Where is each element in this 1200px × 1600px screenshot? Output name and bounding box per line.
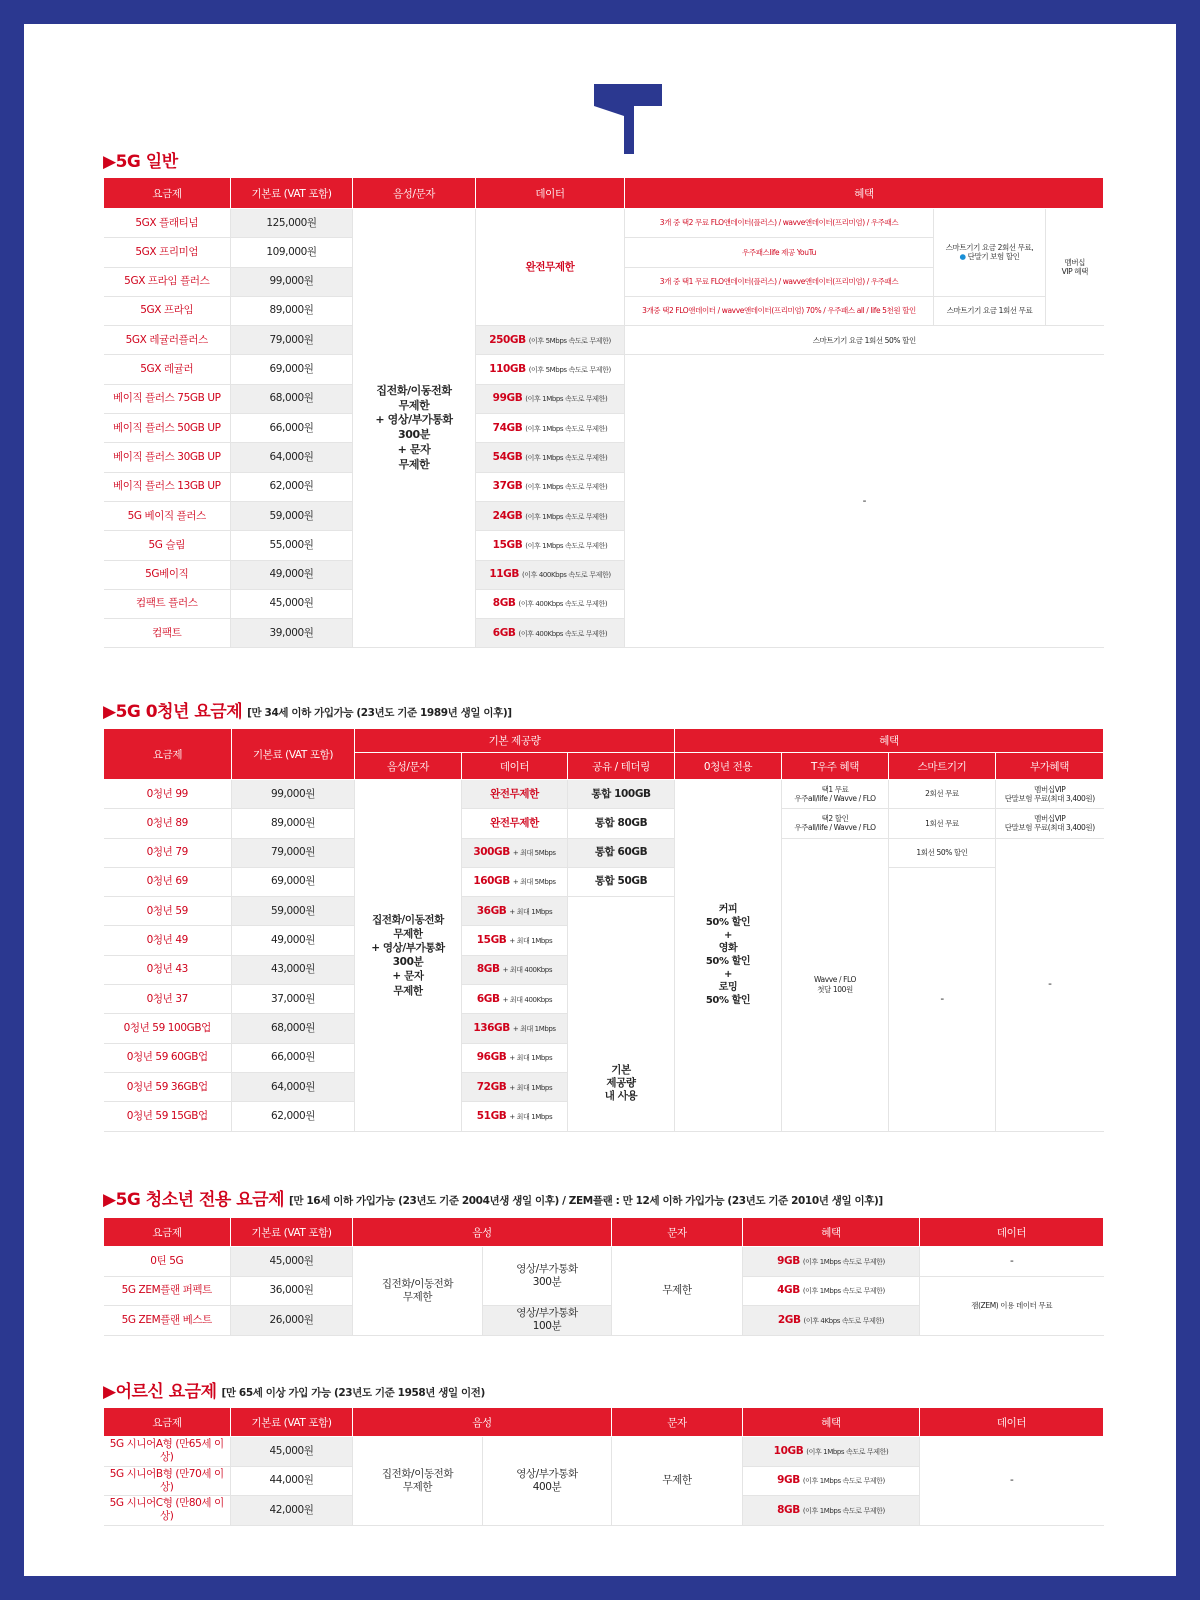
section-title: ▶5G 0청년 요금제 [만 34세 이하 가입가능 (23년도 기준 1989년 생일 이후)] bbox=[103, 702, 512, 722]
table-row bbox=[104, 1247, 1104, 1277]
plan-name: 5G 슬림 bbox=[104, 531, 231, 560]
data-amount: 36GB + 최대 1Mbps bbox=[462, 897, 568, 926]
plan-name: 0청년 99 bbox=[104, 780, 232, 809]
plan-name: 5G 시니어B형 (만70세 이상) bbox=[104, 1466, 231, 1496]
plan-price: 49,000원 bbox=[232, 926, 355, 955]
voice: 집전화/이동전화 무제한 bbox=[353, 1247, 483, 1336]
plan-name: 베이직 플러스 13GB UP bbox=[104, 472, 231, 501]
video-call: 영상/부가통화 400분 bbox=[483, 1437, 612, 1526]
plan-name: 5GX 프라임 bbox=[104, 296, 231, 325]
t-universe-benefit: Wavve / FLO 첫달 100원 bbox=[782, 838, 889, 1131]
plan-name: 베이직 플러스 50GB UP bbox=[104, 414, 231, 443]
plan-price: 55,000원 bbox=[231, 531, 353, 560]
plan-name: 0청년 89 bbox=[104, 809, 232, 838]
table-row bbox=[104, 809, 1104, 838]
plan-price: 89,000원 bbox=[232, 809, 355, 838]
extra-benefit: - bbox=[996, 838, 1104, 1131]
table-row bbox=[104, 780, 1104, 809]
benefit: 우주패스life 제공 YouTu bbox=[625, 238, 934, 267]
section-5g-youth bbox=[103, 700, 1103, 1132]
plan-name: 0틴 5G bbox=[104, 1247, 231, 1277]
benefit-none: - bbox=[625, 355, 1104, 648]
data-amount: 110GB (이후 5Mbps 속도로 무제한) bbox=[476, 355, 625, 384]
plan-name: 5G ZEM플랜 퍼펙트 bbox=[104, 1276, 231, 1306]
plan-price: 45,000원 bbox=[231, 1437, 353, 1467]
data-amount: 15GB + 최대 1Mbps bbox=[462, 926, 568, 955]
plan-name: 0청년 49 bbox=[104, 926, 232, 955]
plan-name: 5G 시니어C형 (만80세 이상) bbox=[104, 1496, 231, 1526]
plan-table: 요금제 기본료 (VAT 포함) 음성 문자 혜택 데이터 0틴 5G 45,000원 집전화/이동전화 무제한 영상/부가통화 300분 무제한 9GB (이후 1Mbps 속도로 무제한) - 5G ZEM플랜 퍼펙트 36,000원 4GB (이후 1Mbps 속도로 무제한) 잼(ZEM) 이용 데이터 무료 5G ZEM플랜 베스트 26,000원 영상/부가통화 100분 2GB (이후 4Kbps 속도로 무제한) bbox=[103, 1217, 1104, 1336]
voice-sms: 집전화/이동전화 무제한 + 영상/부가통화 300분 + 문자 무제한 bbox=[355, 780, 462, 1132]
plan-price: 26,000원 bbox=[231, 1306, 353, 1336]
section-title: ▶어르신 요금제 [만 65세 이상 가입 가능 (23년도 기준 1958년 생일 이전) bbox=[103, 1382, 485, 1402]
plan-price: 62,000원 bbox=[231, 472, 353, 501]
section-5g-general bbox=[103, 150, 1103, 648]
data-amount: 6GB + 최대 400Kbps bbox=[462, 985, 568, 1014]
benefit: 3개중 택2 FLO앤데이터 / wavve앤데이터(프리미엄) 70% / 우주패스 all / life 5천원 할인 bbox=[625, 296, 934, 325]
data-amount: 160GB + 최대 5Mbps bbox=[462, 867, 568, 896]
data-amount: 300GB + 최대 5Mbps bbox=[462, 838, 568, 867]
plan-name: 5GX 레귤러플러스 bbox=[104, 326, 231, 355]
plan-name: 컴팩트 플러스 bbox=[104, 589, 231, 618]
plan-price: 45,000원 bbox=[231, 589, 353, 618]
plan-name: 0청년 59 15GB업 bbox=[104, 1102, 232, 1131]
plan-name: 베이직 플러스 75GB UP bbox=[104, 384, 231, 413]
membership-benefit: 멤버십 VIP 혜택 bbox=[1046, 209, 1104, 326]
plan-table: 요금제 기본료 (VAT 포함) 음성 문자 혜택 데이터 5G 시니어A형 (만65세 이상) 45,000원 집전화/이동전화 무제한 영상/부가통화 400분 무제한 10GB (이후 1Mbps 속도로 무제한) - 5G 시니어B형 (만70세 이상) 44,000원 9GB (이후 1Mbps 속도로 무제한) 5G 시니어C형 (만80세 이상) 42,000원 8GB (이후 1Mbps 속도로 무제한) bbox=[103, 1407, 1104, 1526]
section-5g-teen bbox=[103, 1188, 1103, 1336]
plan-price: 89,000원 bbox=[231, 296, 353, 325]
plan-table: 요금제 기본료 (VAT 포함) 기본 제공량 혜택 음성/문자 데이터 공유 / 테더링 0청년 전용 T우주 혜택 스마트기기 부가혜택 0청년 99 99,000원 집전화/이동전화 무제한 + 영상/부가통화 300분 + 문자 무제한 완전무제한 통합 100GB 커피 50% 할인 + 영화 50% 할인 + 로밍 50% 할인 택1 무료 우주all/life / Wavve / FLO 2회선 무료 멤버십VIP 단말보험 무료(최대 3,400원) 0청년 89 89,000원 완전무제한 통합 80GB 택2 할인 우주all/life / Wavve / FLO 1회선 무료 멤버십VIP 단말보험 무료(최대 3,400원) 0청년 79 79,000원 300GB + 최대 5Mbps 통합 60GB Wavve / FLO 첫달 100원 1회선 50% 할인 - 0청년 69 69,000원 160GB + 최대 5Mbps 통합 50GB - 0청년 59 59,000원 36GB + 최대 1Mbps 기본 제공량 내 사용 0청년 49 49,000원 15GB + 최대 1Mbps 0청년 43 43,000원 8GB + 최대 400Kbps 0청년 37 37,000원 6GB + 최대 400Kbps 0청년 59 100GB업 68,000원 136GB + 최대 1Mbps 0청년 59 60GB업 66,000원 96GB + 최대 1Mbps 0청년 59 36GB업 64,000원 72GB + 최대 1Mbps 0청년 59 15GB업 62,000원 51GB + 최대 1Mbps bbox=[103, 728, 1104, 1132]
section-title: ▶5G 청소년 전용 요금제 [만 16세 이하 가입가능 (23년도 기준 2004년생 생일 이후) / ZEM플랜 : 만 12세 이하 가입가능 (23년도 기준 2010년 생일 이후)] bbox=[103, 1190, 883, 1210]
data-amount: 99GB (이후 1Mbps 속도로 무제한) bbox=[476, 384, 625, 413]
data-amount: 96GB + 최대 1Mbps bbox=[462, 1043, 568, 1072]
video-call: 영상/부가통화 300분 bbox=[483, 1247, 612, 1306]
table-row bbox=[104, 209, 1104, 238]
section-senior bbox=[103, 1380, 1103, 1526]
data-amount: 완전무제한 bbox=[462, 809, 568, 838]
smart-device-benefit: 2회선 무료 bbox=[889, 780, 996, 809]
data-unlimited: 완전무제한 bbox=[476, 209, 625, 326]
data-amount: 2GB (이후 4Kbps 속도로 무제한) bbox=[743, 1306, 920, 1336]
data-amount: 10GB (이후 1Mbps 속도로 무제한) bbox=[743, 1437, 920, 1467]
plan-price: 99,000원 bbox=[231, 267, 353, 296]
plan-price: 99,000원 bbox=[232, 780, 355, 809]
video-call: 영상/부가통화 100분 bbox=[483, 1306, 612, 1336]
plan-name: 0청년 79 bbox=[104, 838, 232, 867]
plan-name: 0청년 59 bbox=[104, 897, 232, 926]
plan-name: 0청년 59 100GB업 bbox=[104, 1014, 232, 1043]
data-amount: 24GB (이후 1Mbps 속도로 무제한) bbox=[476, 501, 625, 530]
data-amount: 11GB (이후 400Kbps 속도로 무제한) bbox=[476, 560, 625, 589]
plan-price: 69,000원 bbox=[232, 867, 355, 896]
smart-device-benefit: - bbox=[889, 867, 996, 1131]
data-amount: 8GB (이후 1Mbps 속도로 무제한) bbox=[743, 1496, 920, 1526]
plan-name: 5GX 플래티넘 bbox=[104, 209, 231, 238]
plan-table: 요금제 기본료 (VAT 포함) 음성/문자 데이터 혜택 5GX 플래티넘 125,000원 집전화/이동전화 무제한 + 영상/부가통화 300분 + 문자 무제한 완전무제한 3개 중 택2 무료 FLO앤데이터(플러스) / wavve앤데이터(프리미엄) / 우주패스 스마트기기 요금 2회선 무료, ● 단말기 보험 할인 멤버십 VIP 혜택 5GX 프리미엄 109,000원 우주패스life 제공 YouTu 5GX 프라임 플러스 99,000원 3개 중 택1 무료 FLO앤데이터(플러스) / wavve앤데이터(프리미엄) / 우주패스 5GX 프라임 89,000원 3개중 택2 FLO앤데이터 / wavve앤데이터(프리미엄) 70% / 우주패스 all / life 5천원 할인 스마트기기 요금 1회선 무료 5GX 레귤러플러스 79,000원 250GB (이후 5Mbps 속도로 무제한) 스마트기기 요금 1회선 50% 할인 5GX 레귤러 69,000원 110GB (이후 5Mbps 속도로 무제한) - 베이직 플러스 75GB UP 68,000원 99GB (이후 1Mbps 속도로 무제한) 베이직 플러스 50GB UP 66,000원 74GB (이후 1Mbps 속도로 무제한) 베이직 플러스 30GB UP 64,000원 54GB (이후 1Mbps 속도로 무제한) 베이직 플러스 13GB UP 62,000원 37GB (이후 1Mbps 속도로 무제한) 5G 베이직 플러스 59,000원 24GB (이후 1Mbps 속도로 무제한) 5G 슬림 55,000원 15GB (이후 1Mbps 속도로 무제한) 5G베이직 49,000원 11GB (이후 400Kbps 속도로 무제한) 컴팩트 플러스 45,000원 8GB (이후 400Kbps 속도로 무제한) 컴팩트 39,000원 6GB (이후 400Kbps 속도로 무제한) bbox=[103, 177, 1104, 648]
data-amount: 51GB + 최대 1Mbps bbox=[462, 1102, 568, 1131]
plan-price: 79,000원 bbox=[232, 838, 355, 867]
plan-price: 64,000원 bbox=[232, 1072, 355, 1101]
voice-sms: 집전화/이동전화 무제한 + 영상/부가통화 300분 + 문자 무제한 bbox=[353, 209, 476, 648]
share-tethering: 기본 제공량 내 사용 bbox=[568, 897, 675, 1131]
plan-price: 43,000원 bbox=[232, 955, 355, 984]
plan-price: 49,000원 bbox=[231, 560, 353, 589]
data-benefit: - bbox=[920, 1437, 1104, 1526]
plan-name: 5G 시니어A형 (만65세 이상) bbox=[104, 1437, 231, 1467]
plan-name: 5GX 프라임 플러스 bbox=[104, 267, 231, 296]
data-amount: 15GB (이후 1Mbps 속도로 무제한) bbox=[476, 531, 625, 560]
plan-price: 59,000원 bbox=[232, 897, 355, 926]
plan-name: 0청년 59 60GB업 bbox=[104, 1043, 232, 1072]
table-row bbox=[104, 326, 1104, 355]
data-amount: 8GB (이후 400Kbps 속도로 무제한) bbox=[476, 589, 625, 618]
data-amount: 72GB + 최대 1Mbps bbox=[462, 1072, 568, 1101]
plan-price: 59,000원 bbox=[231, 501, 353, 530]
data-amount: 250GB (이후 5Mbps 속도로 무제한) bbox=[476, 326, 625, 355]
data-amount: 완전무제한 bbox=[462, 780, 568, 809]
plan-price: 125,000원 bbox=[231, 209, 353, 238]
sms: 무제한 bbox=[612, 1437, 743, 1526]
t-universe-benefit: 택2 할인 우주all/life / Wavve / FLO bbox=[782, 809, 889, 838]
share-tethering: 통합 50GB bbox=[568, 867, 675, 896]
table-row bbox=[104, 838, 1104, 867]
sms: 무제한 bbox=[612, 1247, 743, 1336]
benefit: 3개 중 택2 무료 FLO앤데이터(플러스) / wavve앤데이터(프리미엄) / 우주패스 bbox=[625, 209, 934, 238]
data-amount: 4GB (이후 1Mbps 속도로 무제한) bbox=[743, 1276, 920, 1306]
share-tethering: 통합 60GB bbox=[568, 838, 675, 867]
data-amount: 6GB (이후 400Kbps 속도로 무제한) bbox=[476, 619, 625, 648]
youth-benefit: 커피 50% 할인 + 영화 50% 할인 + 로밍 50% 할인 bbox=[675, 780, 782, 1132]
data-amount: 8GB + 최대 400Kbps bbox=[462, 955, 568, 984]
plan-price: 45,000원 bbox=[231, 1247, 353, 1277]
benefit: 3개 중 택1 무료 FLO앤데이터(플러스) / wavve앤데이터(프리미엄) / 우주패스 bbox=[625, 267, 934, 296]
share-tethering: 통합 80GB bbox=[568, 809, 675, 838]
plan-name: 5GX 프리미엄 bbox=[104, 238, 231, 267]
plan-price: 68,000원 bbox=[231, 384, 353, 413]
section-title: ▶5G 일반 bbox=[103, 152, 178, 172]
data-amount: 9GB (이후 1Mbps 속도로 무제한) bbox=[743, 1247, 920, 1277]
smart-device-benefit: 스마트기기 요금 1회선 무료 bbox=[934, 296, 1046, 325]
benefit: 스마트기기 요금 1회선 50% 할인 bbox=[625, 326, 1104, 355]
data-amount: 74GB (이후 1Mbps 속도로 무제한) bbox=[476, 414, 625, 443]
plan-name: 5G 베이직 플러스 bbox=[104, 501, 231, 530]
share-tethering: 통합 100GB bbox=[568, 780, 675, 809]
data-amount: 9GB (이후 1Mbps 속도로 무제한) bbox=[743, 1466, 920, 1496]
plan-price: 68,000원 bbox=[232, 1014, 355, 1043]
plan-price: 66,000원 bbox=[231, 414, 353, 443]
plan-price: 36,000원 bbox=[231, 1276, 353, 1306]
plan-price: 37,000원 bbox=[232, 985, 355, 1014]
plan-name: 5G베이직 bbox=[104, 560, 231, 589]
t-logo bbox=[594, 84, 662, 154]
extra-benefit: 멤버십VIP 단말보험 무료(최대 3,400원) bbox=[996, 809, 1104, 838]
plan-price: 79,000원 bbox=[231, 326, 353, 355]
smart-device-benefit: 1회선 무료 bbox=[889, 809, 996, 838]
table-row bbox=[104, 355, 1104, 384]
table-row bbox=[104, 1437, 1104, 1467]
plan-name: 컴팩트 bbox=[104, 619, 231, 648]
table-row bbox=[104, 867, 1104, 896]
plan-name: 베이직 플러스 30GB UP bbox=[104, 443, 231, 472]
plan-name: 5G ZEM플랜 베스트 bbox=[104, 1306, 231, 1336]
plan-price: 69,000원 bbox=[231, 355, 353, 384]
data-amount: 54GB (이후 1Mbps 속도로 무제한) bbox=[476, 443, 625, 472]
plan-name: 5GX 레귤러 bbox=[104, 355, 231, 384]
plan-price: 39,000원 bbox=[231, 619, 353, 648]
data-amount: 37GB (이후 1Mbps 속도로 무제한) bbox=[476, 472, 625, 501]
plan-price: 42,000원 bbox=[231, 1496, 353, 1526]
extra-benefit: 멤버십VIP 단말보험 무료(최대 3,400원) bbox=[996, 780, 1104, 809]
plan-price: 109,000원 bbox=[231, 238, 353, 267]
plan-price: 66,000원 bbox=[232, 1043, 355, 1072]
plan-name: 0청년 69 bbox=[104, 867, 232, 896]
t-universe-benefit: 택1 무료 우주all/life / Wavve / FLO bbox=[782, 780, 889, 809]
plan-name: 0청년 37 bbox=[104, 985, 232, 1014]
voice: 집전화/이동전화 무제한 bbox=[353, 1437, 483, 1526]
data-benefit: - bbox=[920, 1247, 1104, 1277]
plan-name: 0청년 43 bbox=[104, 955, 232, 984]
plan-price: 62,000원 bbox=[232, 1102, 355, 1131]
data-benefit: 잼(ZEM) 이용 데이터 무료 bbox=[920, 1276, 1104, 1335]
data-amount: 136GB + 최대 1Mbps bbox=[462, 1014, 568, 1043]
plan-price: 44,000원 bbox=[231, 1466, 353, 1496]
plan-name: 0청년 59 36GB업 bbox=[104, 1072, 232, 1101]
plan-price: 64,000원 bbox=[231, 443, 353, 472]
smart-device-benefit: 1회선 50% 할인 bbox=[889, 838, 996, 867]
smart-device-benefit: 스마트기기 요금 2회선 무료, ● 단말기 보험 할인 bbox=[934, 209, 1046, 297]
